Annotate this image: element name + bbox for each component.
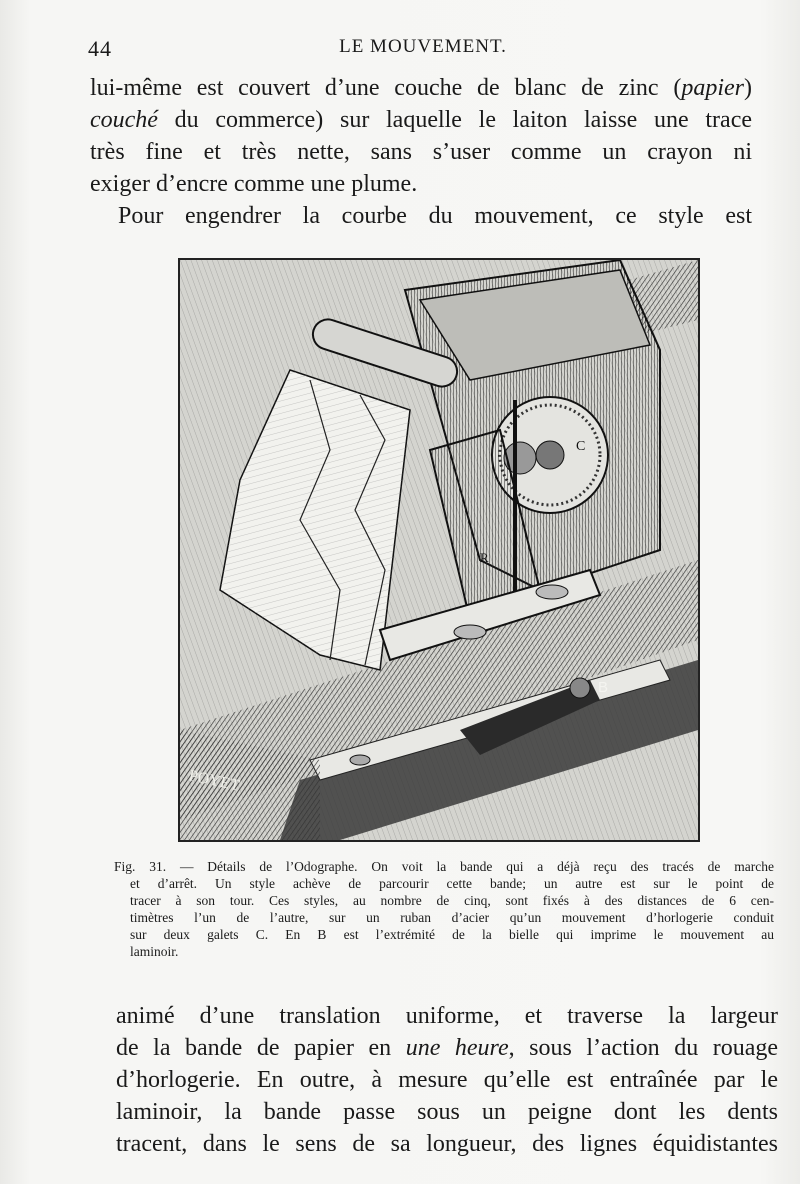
italic-word: couché [90, 107, 158, 133]
top-paragraph [90, 72, 752, 232]
caption-line: sur deux galets C. En B est l’extrémité de la bielle qui imprime le mouvement au [130, 927, 774, 942]
text-line: lui-même est couvert d’une couche de blanc de zinc (papier) [90, 75, 752, 101]
odograph-engraving [178, 258, 700, 842]
italic-word: papier [681, 75, 744, 101]
text-line: laminoir, la bande passe sous un peigne dont les dents [116, 1099, 778, 1125]
figure-label-r: R [480, 550, 489, 565]
bottom-paragraph [116, 1000, 778, 1160]
italic-phrase: une heure [405, 1035, 509, 1061]
text-line: tracent, dans le sens de sa longueur, des lignes équidistantes [116, 1131, 778, 1157]
engraver-signature: POYET [187, 767, 242, 795]
text-line: de la bande de papier en une heure, sous l’action du rouage [116, 1035, 778, 1061]
caption-line: laminoir. [130, 944, 179, 959]
text-line: très fine et très nette, sans s’user comme un crayon ni [90, 139, 752, 165]
text-line: couché du commerce) sur laquelle le laiton laisse une trace [90, 107, 752, 133]
caption-line: Fig. 31. — Détails de l’Odographe. On voit la bande qui a déjà reçu des tracés de marche [114, 859, 774, 874]
page-number: 44 [88, 36, 112, 61]
running-head [88, 30, 758, 60]
caption-line: et d’arrêt. Un style achève de parcourir cette bande; un autre est sur le point de [130, 876, 774, 891]
text-line: exiger d’encre comme une plume. [90, 171, 418, 197]
text-line: d’horlogerie. En outre, à mesure qu’elle est entraînée par le [116, 1067, 778, 1093]
text-line: animé d’une translation uniforme, et traverse la largeur [116, 1003, 778, 1029]
figure-label-b: B [598, 679, 609, 696]
caption-line: tracer à son tour. Ces styles, au nombre de cinq, sont fixés à des distances de 6 cen- [130, 893, 774, 908]
text-line: Pour engendrer la courbe du mouvement, ce style est [118, 203, 752, 229]
figure-caption [114, 858, 774, 960]
caption-line: timètres l’un de l’autre, sur un ruban d’acier qu’un mouvement d’horlogerie conduit [130, 910, 774, 925]
running-title: LE MOUVEMENT. [339, 36, 507, 57]
figure-label-c: C [576, 439, 586, 454]
